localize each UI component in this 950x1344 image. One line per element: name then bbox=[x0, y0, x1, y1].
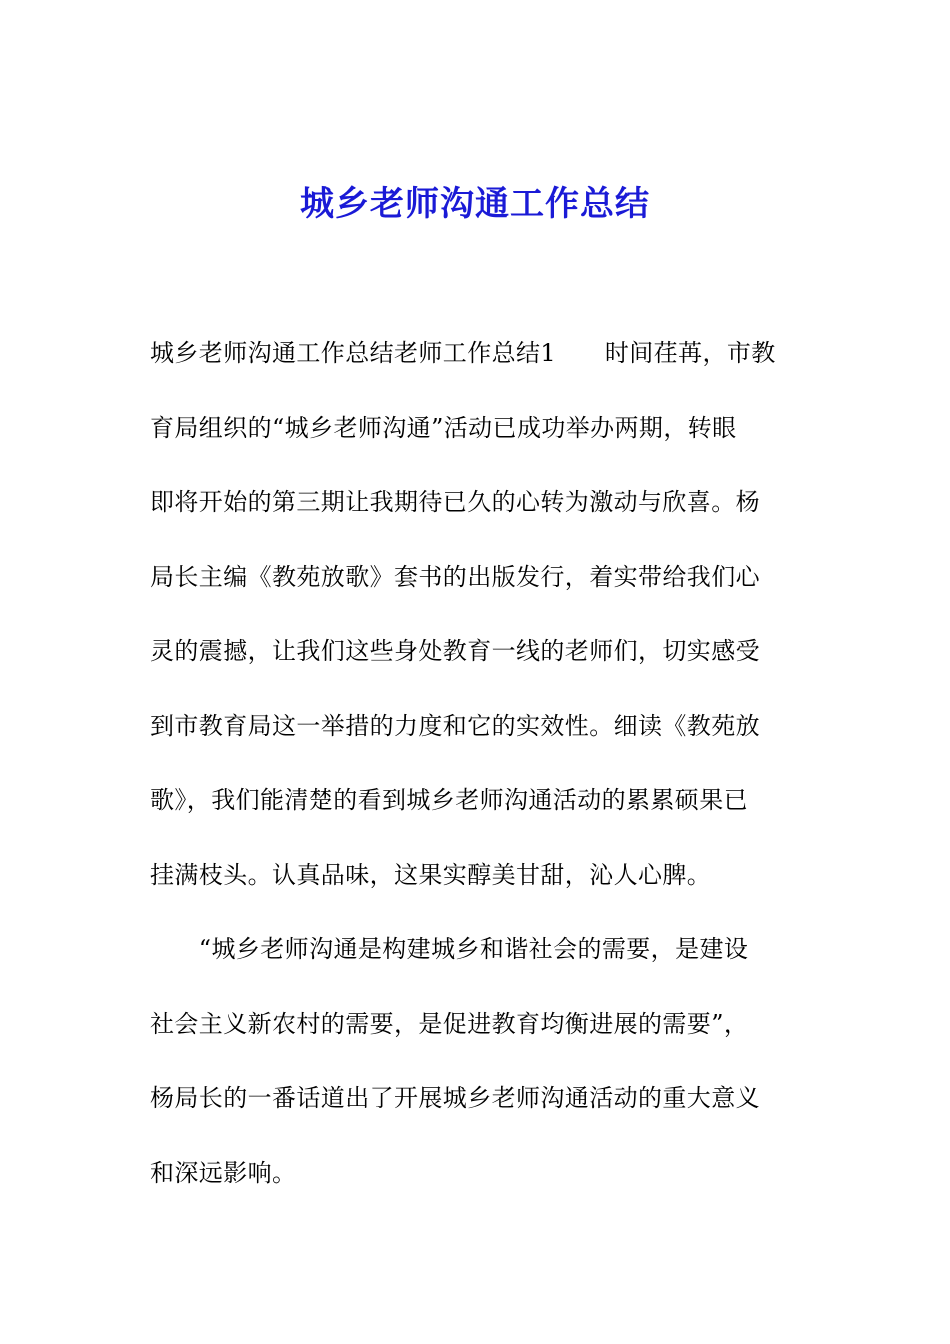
body-line: 到市教育局这一举措的力度和它的实效性。细读《教苑放 bbox=[150, 711, 760, 740]
document-title: 城乡老师沟通工作总结 bbox=[300, 184, 650, 224]
body-line: 局长主编《教苑放歌》套书的出版发行，着实带给我们心 bbox=[150, 562, 760, 591]
body-line: 和深远影响。 bbox=[150, 1158, 297, 1187]
body-line: 挂满枝头。认真品味，这果实醇美甘甜，沁人心脾。 bbox=[150, 860, 712, 889]
body-line: 城乡老师沟通工作总结老师工作总结1 时间荏苒，市教 bbox=[150, 339, 776, 367]
body-line: 即将开始的第三期让我期待已久的心转为激动与欣喜。杨 bbox=[150, 488, 760, 516]
body-line: 杨局长的一番话道出了开展城乡老师沟通活动的重大意义 bbox=[150, 1084, 760, 1112]
body-line: 歌》，我们能清楚的看到城乡老师沟通活动的累累硕果已 bbox=[150, 786, 748, 814]
body-line: 灵的震撼，让我们这些身处教育一线的老师们，切实感受 bbox=[150, 637, 760, 665]
document-body bbox=[150, 326, 810, 1220]
body-line: 育局组织的“城乡老师沟通”活动已成功举办两期，转眼 bbox=[150, 413, 737, 442]
body-line: 社会主义新农村的需要，是促进教育均衡进展的需要”， bbox=[150, 1009, 749, 1038]
body-line: “城乡老师沟通是构建城乡和谐社会的需要，是建设 bbox=[150, 935, 749, 963]
